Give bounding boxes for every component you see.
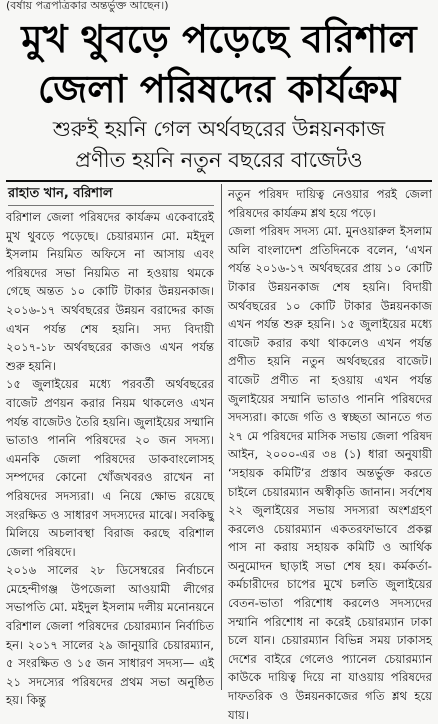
article-column-1 [6,208,214,708]
subheadline-line-1: শুরুই হয়নি গেল অর্থবছরের উন্নয়নকাজ [52,117,386,141]
column-1-paragraph: ২০১৬ সালের ২৮ ডিসেম্বরের নির্বাচনে মেহেন্দীগঞ্জ উপজেলা আওয়ামী লীগের সভাপতি মো. মইদুল ইসলাম দলীয় মনোনয়নে বরিশাল জেলা পরিষদের চেয়ারম্যান নির্বাচিত হন। ২০১৭ সালের ২৯ জানুয়ারি চেয়ারম্যান, ৫ সংরক্ষিত ও ১৫ জন সাধারণ সদস্য— এই ২১ সদস্যের পরিষদের প্রথম সভা অনুষ্ঠিত হয়। কিন্তু [6,563,214,708]
column-1-paragraph: বরিশাল জেলা পরিষদের কার্যক্রম একেবারেই মুখ থুবড়ে পড়েছে। চেয়ারম্যান মো. মইদুল ইসলাম নিয়মিত অফিসে না আসায় এবং পরিষদের সভা নিয়মিত না হওয়ায় থমকে গেছে অন্তত ১০ কোটি টাকার উন্নয়নকাজ। ২০১৬-১৭ অর্থবছরের উন্নয়ন বরাদ্দের কাজ এখন পর্যন্ত শেষ হয়নি। সদ্য বিদায়ী ২০১৭-১৮ অর্থবছরের কাজও এখন পর্যন্ত শুরু হয়নি। [6,210,214,373]
byline: রাহাত খান, বরিশাল [8,186,113,201]
column-separator [221,184,222,690]
subheadline-line-2: প্রণীত হয়নি নতুন বছরের বাজেটও [75,148,363,172]
header-rule [6,180,432,182]
headline-line-1: মুখ থুবড়ে পড়েছে বরিশাল [21,17,417,61]
column-1-paragraph: ১৫ জুলাইয়ের মধ্যে পরবর্তী অর্থবছরের বাজেট প্রণয়ন করার নিয়ম থাকলেও এখন পর্যন্ত বাজেটও তৈরি হয়নি। জুলাইয়ের সম্মানি ভাতাও পাননি পরিষদের ২০ জন সদস্য। এমনকি জেলা পরিষদের ডাকবাংলোসহ সম্পদের কোনো খোঁজখবরও রাখেন না পরিষদের সদস্যরা। এ নিয়ে ক্ষোভ রয়েছে সংরক্ষিত ও সাধারণ সদস্যদের মাঝে। সবকিছু মিলিয়ে অচলাবস্থা বিরাজ করছে বরিশাল জেলা পরিষদে। [6,377,214,559]
column-2-paragraph: নতুন পরিষদ দায়িত্ব নেওয়ার পরই জেলা পরিষদের কার্যক্রম শ্লথ হয়ে পড়ে। [228,187,432,220]
column-2-paragraph: জেলা পরিষদ সদস্য মো. মুনওয়ারুল ইসলাম অলি বাংলাদেশ প্রতিদিনকে বলেন, ‘এখন পর্যন্ত ২০১৬-১৭ অর্থবছরের প্রায় ১০ কোটি টাকার উন্নয়নকাজ শেষ হয়নি। বিদায়ী অর্থবছরের ১০ কোটি টাকার উন্নয়নকাজ এখন পর্যন্ত শুরু হয়নি। ১৫ জুলাইয়ের মধ্যে বাজেট করার কথা থাকলেও এখন পর্যন্ত প্রণীত হয়নি নতুন অর্থবছরের বাজেট। বাজেট প্রণীত না হওয়ায় এখন পর্যন্ত জুলাইয়ের সম্মানি ভাতাও পাননি পরিষদের সদস্যরা। কাজে গতি ও স্বচ্ছতা আনতে গত ২৭ মে পরিষদের মাসিক সভায় জেলা পরিষদ আইন, ২০০০-এর ৩৪ (১) ধারা অনুযায়ী ‘সহায়ক কমিটি’র প্রস্তাব অন্তর্ভুক্ত করতে চাইলে চেয়ারম্যান অস্বীকৃতি জানান। সর্বশেষ ২২ জুলাইয়ের সভায় সদস্যরা অংশগ্রহণ করলেও চেয়ারম্যান একতরফাভাবে প্রকল্প পাস না করায় সহায়ক কমিটি ও আর্থিক অনুমোদন ছাড়াই সভা শেষ হয়। কর্মকর্তা-কর্মচারীদের চাপের মুখে চলতি জুলাইয়ের বেতন-ভাতা পরিশোধ করলেও সদস্যদের সম্মানি পরিশোধ না করেই চেয়ারম্যান ঢাকা চলে যান। চেয়ারম্যান বিভিন্ন সময় ঢাকাসহ দেশের বাইরে গেলেও প্যানেল চেয়ারম্যান কাউকে দায়িত্ব দিয়ে না যাওয়ায় পরিষদের দাফতরিক ও উন্নয়নকাজের গতি শ্লথ হয়ে যায়। [228,224,432,722]
article-column-2 [228,185,432,722]
headline-line-2: জেলা পরিষদের কার্যক্রম [37,67,401,111]
clipping-top-line: (বর্ষায় পত্রপত্রিকার অন্তর্ভুক্ত আছেন।) [6,0,169,12]
byline-rule [8,205,214,206]
